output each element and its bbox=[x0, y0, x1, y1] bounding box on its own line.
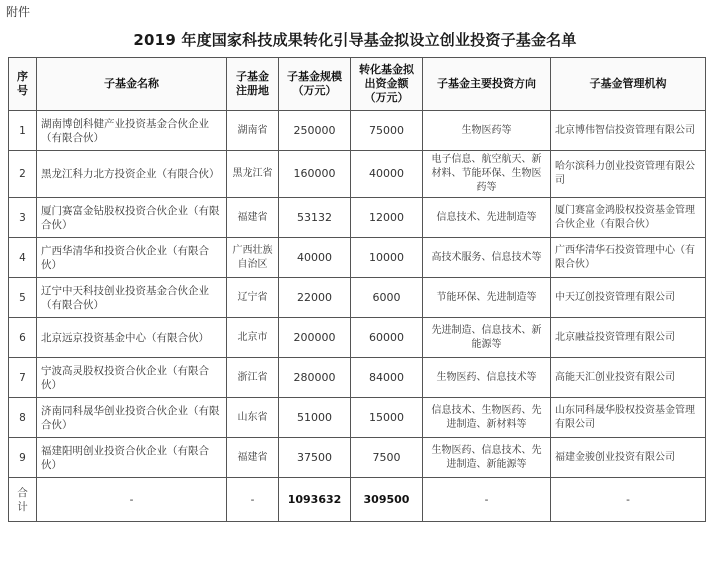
cell-manager: 北京融益投资管理有限公司 bbox=[551, 318, 706, 358]
cell-scale: 53132 bbox=[279, 198, 351, 238]
header-scale: 子基金规模（万元） bbox=[279, 58, 351, 111]
total-direction: - bbox=[423, 478, 551, 522]
cell-direction: 电子信息、航空航天、新材料、节能环保、生物医药等 bbox=[423, 151, 551, 198]
cell-direction: 节能环保、先进制造等 bbox=[423, 278, 551, 318]
table-row bbox=[9, 198, 706, 238]
cell-no: 3 bbox=[9, 198, 37, 238]
cell-manager: 北京博伟智信投资管理有限公司 bbox=[551, 111, 706, 151]
cell-fund-name: 辽宁中天科技创业投资基金合伙企业（有限合伙） bbox=[37, 278, 227, 318]
total-region: - bbox=[227, 478, 279, 522]
table-row bbox=[9, 318, 706, 358]
table-row bbox=[9, 238, 706, 278]
cell-direction: 高技术服务、信息技术等 bbox=[423, 238, 551, 278]
cell-amount: 84000 bbox=[351, 358, 423, 398]
total-name: - bbox=[37, 478, 227, 522]
total-amount: 309500 bbox=[351, 478, 423, 522]
header-region: 子基金注册地 bbox=[227, 58, 279, 111]
cell-no: 5 bbox=[9, 278, 37, 318]
page-title: 2019 年度国家科技成果转化引导基金拟设立创业投资子基金名单 bbox=[133, 31, 577, 49]
attachment-label: 附件 bbox=[6, 5, 31, 19]
cell-region: 广西壮族自治区 bbox=[227, 238, 279, 278]
cell-manager: 福建金骏创业投资有限公司 bbox=[551, 438, 706, 478]
table-header-row bbox=[9, 58, 706, 111]
cell-amount: 7500 bbox=[351, 438, 423, 478]
cell-fund-name: 福建阳明创业投资合伙企业（有限合伙） bbox=[37, 438, 227, 478]
cell-manager: 山东同科晟华股权投资基金管理有限公司 bbox=[551, 398, 706, 438]
cell-direction: 信息技术、生物医药、先进制造、新材料等 bbox=[423, 398, 551, 438]
cell-region: 辽宁省 bbox=[227, 278, 279, 318]
cell-region: 黑龙江省 bbox=[227, 151, 279, 198]
table-row bbox=[9, 111, 706, 151]
cell-no: 6 bbox=[9, 318, 37, 358]
cell-fund-name: 黑龙江科力北方投资企业（有限合伙） bbox=[37, 151, 227, 198]
cell-amount: 6000 bbox=[351, 278, 423, 318]
cell-manager: 高能天汇创业投资有限公司 bbox=[551, 358, 706, 398]
cell-fund-name: 广西华清华和投资合伙企业（有限合伙） bbox=[37, 238, 227, 278]
fund-table bbox=[8, 57, 706, 522]
cell-no: 1 bbox=[9, 111, 37, 151]
cell-fund-name: 济南同科晟华创业投资合伙企业（有限合伙） bbox=[37, 398, 227, 438]
cell-amount: 60000 bbox=[351, 318, 423, 358]
cell-region: 湖南省 bbox=[227, 111, 279, 151]
table-row bbox=[9, 358, 706, 398]
cell-direction: 先进制造、信息技术、新能源等 bbox=[423, 318, 551, 358]
cell-fund-name: 湖南博创科健产业投资基金合伙企业（有限合伙） bbox=[37, 111, 227, 151]
header-manager: 子基金管理机构 bbox=[551, 58, 706, 111]
cell-fund-name: 宁波高灵股权投资合伙企业（有限合伙） bbox=[37, 358, 227, 398]
cell-manager: 厦门赛富金鸿股权投资基金管理合伙企业（有限合伙） bbox=[551, 198, 706, 238]
cell-scale: 160000 bbox=[279, 151, 351, 198]
cell-scale: 51000 bbox=[279, 398, 351, 438]
cell-amount: 40000 bbox=[351, 151, 423, 198]
cell-fund-name: 北京远京投资基金中心（有限合伙） bbox=[37, 318, 227, 358]
cell-no: 9 bbox=[9, 438, 37, 478]
cell-scale: 200000 bbox=[279, 318, 351, 358]
header-no: 序号 bbox=[9, 58, 37, 111]
table-row bbox=[9, 151, 706, 198]
cell-amount: 15000 bbox=[351, 398, 423, 438]
cell-amount: 12000 bbox=[351, 198, 423, 238]
table-row bbox=[9, 278, 706, 318]
cell-manager: 中天辽创投资管理有限公司 bbox=[551, 278, 706, 318]
cell-direction: 生物医药、信息技术、先进制造、新能源等 bbox=[423, 438, 551, 478]
cell-region: 浙江省 bbox=[227, 358, 279, 398]
total-label: 合计 bbox=[9, 478, 37, 522]
cell-direction: 生物医药等 bbox=[423, 111, 551, 151]
cell-fund-name: 厦门赛富金钻股权投资合伙企业（有限合伙） bbox=[37, 198, 227, 238]
cell-region: 福建省 bbox=[227, 198, 279, 238]
total-manager: - bbox=[551, 478, 706, 522]
cell-no: 2 bbox=[9, 151, 37, 198]
table-row bbox=[9, 438, 706, 478]
header-name: 子基金名称 bbox=[37, 58, 227, 111]
cell-scale: 280000 bbox=[279, 358, 351, 398]
cell-no: 8 bbox=[9, 398, 37, 438]
table-row bbox=[9, 398, 706, 438]
cell-amount: 75000 bbox=[351, 111, 423, 151]
cell-no: 7 bbox=[9, 358, 37, 398]
cell-manager: 哈尔滨科力创业投资管理有限公司 bbox=[551, 151, 706, 198]
cell-scale: 40000 bbox=[279, 238, 351, 278]
cell-scale: 250000 bbox=[279, 111, 351, 151]
cell-amount: 10000 bbox=[351, 238, 423, 278]
cell-region: 山东省 bbox=[227, 398, 279, 438]
cell-scale: 37500 bbox=[279, 438, 351, 478]
header-amount: 转化基金拟出资金额（万元） bbox=[351, 58, 423, 111]
cell-region: 北京市 bbox=[227, 318, 279, 358]
cell-direction: 信息技术、先进制造等 bbox=[423, 198, 551, 238]
cell-scale: 22000 bbox=[279, 278, 351, 318]
cell-manager: 广西华清华石投资管理中心（有限合伙） bbox=[551, 238, 706, 278]
cell-no: 4 bbox=[9, 238, 37, 278]
cell-region: 福建省 bbox=[227, 438, 279, 478]
header-direction: 子基金主要投资方向 bbox=[423, 58, 551, 111]
total-row bbox=[9, 478, 706, 522]
cell-direction: 生物医药、信息技术等 bbox=[423, 358, 551, 398]
total-scale: 1093632 bbox=[279, 478, 351, 522]
